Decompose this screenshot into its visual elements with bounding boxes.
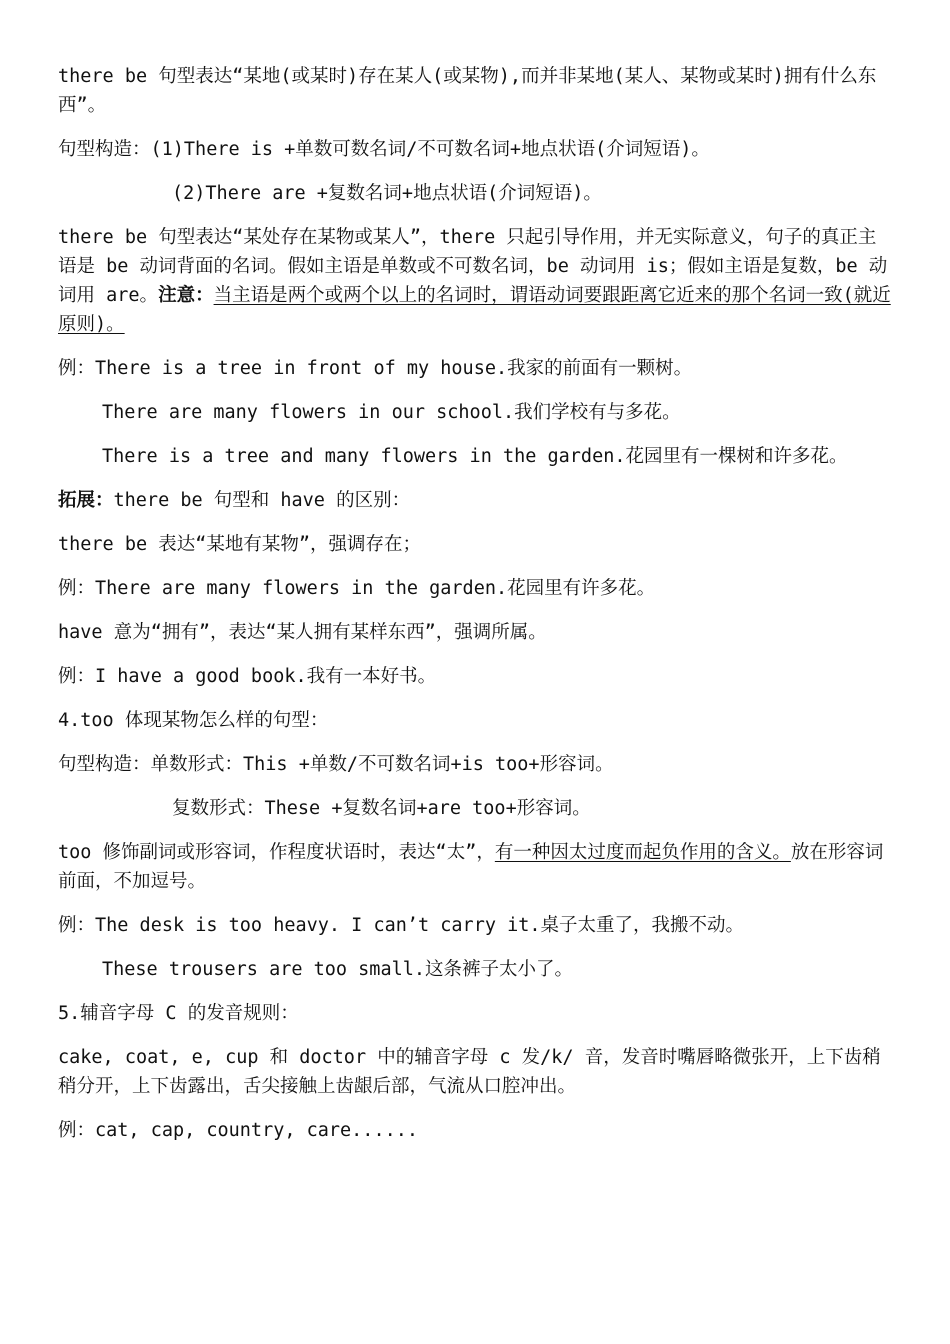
example-3: There is a tree and many flowers in the garden.花园里有一棵树和许多花。 — [102, 446, 848, 467]
too-explanation-end: 放在形容词前面，不加逗号。 — [58, 842, 884, 892]
paragraph-too-explanation — [58, 838, 894, 896]
note-text: 当主语是两个或两个以上的名词时，谓语动词要跟距离它近来的那个名词一致(就近原则)。 — [58, 285, 891, 335]
section-heading-too: 4.too 体现某物怎么样的句型： — [58, 710, 329, 731]
example-4: 例：There are many flowers in the garden.花园里有许多花。 — [58, 578, 656, 599]
too-explanation-underlined: 有一种因太过度而起负作用的含义。 — [494, 842, 791, 863]
paragraph-there-be-meaning: there be 句型表达“某地(或某时)存在某人(或某物),而并非某地(某人、某物或某时)拥有什么东西”。 — [58, 66, 877, 116]
example-7: These trousers are too small.这条裤子太小了。 — [102, 959, 574, 980]
document-page — [58, 62, 894, 1160]
extension-text: there be 句型和 have 的区别： — [113, 490, 411, 511]
example-1: 例：There is a tree in front of my house.我家的前面有一颗树。 — [58, 358, 693, 379]
example-6: 例：The desk is too heavy. I can’t carry it.桌子太重了，我搬不动。 — [58, 915, 745, 936]
paragraph-consonant-c-rule: cake, coat, e, cup 和 doctor 中的辅音字母 c 发/k/ 音，发音时嘴唇略微张开，上下齿稍稍分开，上下齿露出，舌尖接触上齿龈后部，气流从口腔冲出。 — [58, 1047, 881, 1097]
paragraph-structure-2: (2)There are +复数名词+地点状语(介词短语)。 — [172, 183, 602, 204]
paragraph-too-plural: 复数形式：These +复数名词+are too+形容词。 — [172, 798, 591, 819]
example-5: 例：I have a good book.我有一本好书。 — [58, 666, 437, 687]
explanation-text: there be 句型表达“某处存在某物或某人”，there 只起引导作用，并无实际意义，句子的真正主语是 be 动词背面的名词。假如主语是单数或不可数名词，be 动词用 is；假如主语是复数，be 动词用 are。 — [58, 227, 888, 306]
paragraph-extension — [58, 486, 894, 515]
paragraph-structure-1: 句型构造：(1)There is +单数可数名词/不可数名词+地点状语(介词短语)。 — [58, 139, 710, 160]
section-heading-consonant-c: 5.辅音字母 C 的发音规则： — [58, 1003, 299, 1024]
paragraph-there-be-existence: there be 表达“某地有某物”，强调存在； — [58, 534, 422, 555]
too-explanation-text: too 修饰副词或形容词，作程度状语时，表达“太”， — [58, 842, 495, 863]
paragraph-there-be-explanation — [58, 223, 894, 339]
note-label: 注意： — [158, 285, 214, 306]
paragraph-have-meaning: have 意为“拥有”，表达“某人拥有某样东西”，强调所属。 — [58, 622, 547, 643]
example-8: 例：cat, cap, country, care...... — [58, 1120, 419, 1141]
example-2: There are many flowers in our school.我们学校有与多花。 — [102, 402, 681, 423]
paragraph-too-singular: 句型构造：单数形式：This +单数/不可数名词+is too+形容词。 — [58, 754, 614, 775]
extension-label: 拓展： — [58, 490, 114, 511]
